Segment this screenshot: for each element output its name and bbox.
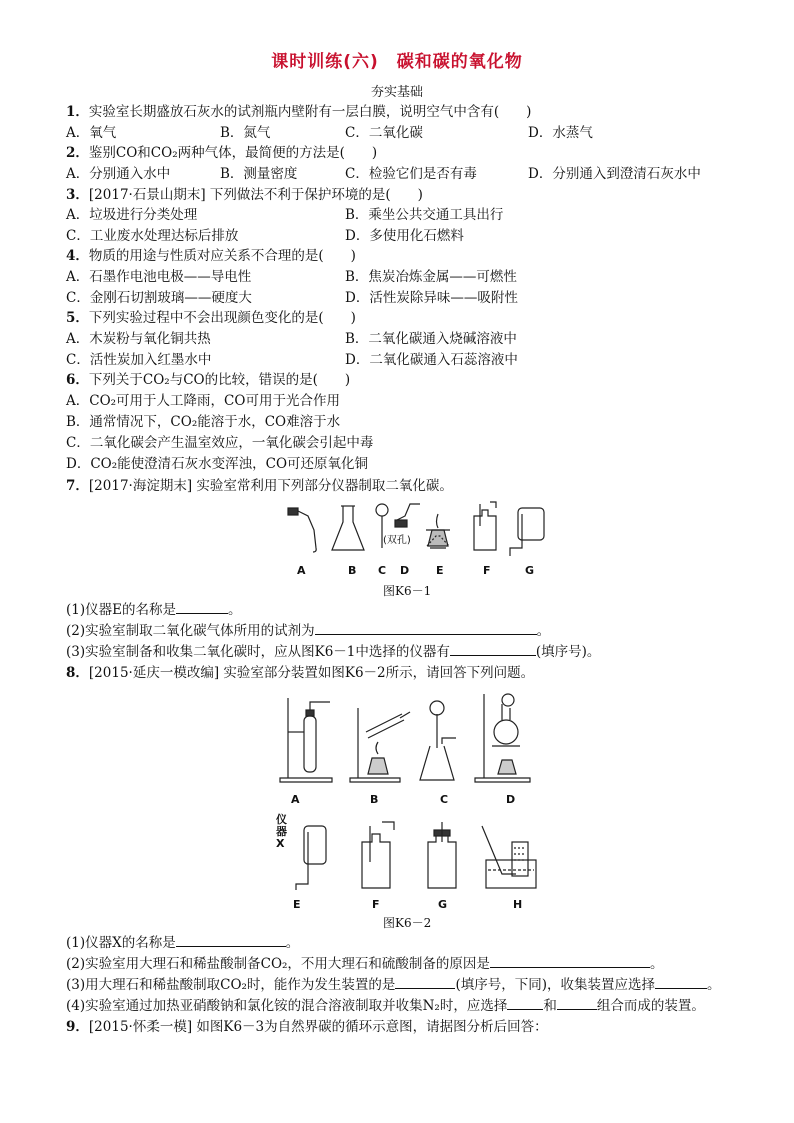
q7-sub-2: (2)实验室制取二氧化碳气体所用的试剂为 。 — [66, 623, 551, 639]
fig1-label-c: C — [378, 564, 387, 577]
answer-blank[interactable] — [315, 621, 537, 635]
answer-blank[interactable] — [176, 600, 228, 614]
page-title: 课时训练(六) 碳和碳的氧化物 — [271, 52, 523, 72]
q2-option-c: C．检验它们是否有毒 — [345, 166, 477, 182]
fig2-label-b: B — [370, 793, 379, 806]
apparatus-g-bottle-icon — [428, 822, 456, 888]
question-7: 7．[2017·海淀期末] 实验室常利用下列部分仪器制取二氧化碳。 — [66, 478, 453, 494]
fig2-label-d: D — [506, 793, 516, 806]
fig2-label-c: C — [440, 793, 449, 806]
apparatus-f-bottle-icon — [474, 502, 496, 550]
q7-sub-1: (1)仪器E的名称是 。 — [66, 602, 242, 618]
fig1-note-double-hole: (双孔) — [383, 535, 411, 546]
fig2-label-a: A — [291, 793, 300, 806]
apparatus-a-stand-icon — [280, 698, 332, 782]
q4-option-a: A．石墨作电池电极——导电性 — [66, 269, 252, 285]
fig2-label-g: G — [438, 898, 448, 911]
fig1-label-g: G — [525, 564, 535, 577]
q1-option-b: B．氮气 — [220, 125, 271, 141]
answer-blank[interactable] — [507, 996, 543, 1010]
q8-sub-2: (2)实验室用大理石和稀盐酸制备CO₂，不用大理石和硫酸制备的原因是 。 — [66, 956, 664, 972]
instrument-x-label: 仪器X — [276, 813, 287, 850]
q2-option-b: B．测量密度 — [220, 166, 298, 182]
apparatus-c-flask-funnel-icon — [420, 701, 456, 780]
q7-sub-3: (3)实验室制备和收集二氧化碳时，应从图K6－1中选择的仪器有 (填序号)。 — [66, 644, 601, 660]
q4-option-c: C．金刚石切割玻璃——硬度大 — [66, 290, 252, 306]
q8-sub-1: (1)仪器X的名称是 。 — [66, 935, 300, 951]
q3-option-a: A．垃圾进行分类处理 — [66, 207, 198, 223]
answer-blank[interactable] — [655, 975, 707, 989]
question-4: 4．物质的用途与性质对应关系不合理的是( ) — [66, 248, 356, 264]
figure-k6-2-bottom — [290, 818, 540, 896]
apparatus-e-jar-icon — [296, 826, 326, 890]
fig2-label-e: E — [293, 898, 301, 911]
q6-option-b: B．通常情况下，CO₂能溶于水，CO难溶于水 — [66, 414, 341, 430]
figure-k6-2-top — [270, 688, 540, 788]
q1-option-a: A．氧气 — [66, 125, 117, 141]
answer-blank[interactable] — [490, 954, 650, 968]
question-5: 5．下列实验过程中不会出现颜色变化的是( ) — [66, 310, 356, 326]
apparatus-f-bottle-icon — [362, 822, 394, 888]
apparatus-b-heating-icon — [350, 708, 410, 782]
question-6: 6．下列关于CO₂与CO的比较，错误的是( ) — [66, 372, 351, 388]
fig1-label-e: E — [436, 564, 444, 577]
q2-option-d: D．分别通入到澄清石灰水中 — [528, 166, 701, 182]
apparatus-b-conical-flask-icon — [332, 506, 364, 550]
q6-option-d: D．CO₂能使澄清石灰水变浑浊，CO可还原氧化铜 — [66, 456, 369, 472]
question-1: 1．实验室长期盛放石灰水的试剂瓶内壁附有一层白膜，说明空气中含有( ) — [66, 104, 532, 120]
figure-k6-1-caption: 图K6－1 — [383, 584, 432, 598]
q8-sub-4: (4)实验室通过加热亚硝酸钠和氯化铵的混合溶液制取并收集N₂时，应选择 和 组合而成的装置。 — [66, 998, 705, 1014]
q3-option-c: C．工业废水处理达标后排放 — [66, 228, 239, 244]
fig1-label-a: A — [297, 564, 306, 577]
answer-blank[interactable] — [450, 642, 536, 656]
question-8: 8．[2015·延庆一模改编] 实验室部分装置如图K6－2所示，请回答下列问题。 — [66, 665, 535, 681]
fig1-label-b: B — [348, 564, 357, 577]
figure-k6-1 — [270, 500, 560, 568]
question-9: 9．[2015·怀柔一模] 如图K6－3为自然界碳的循环示意图，请据图分析后回答： — [66, 1019, 548, 1035]
q5-option-a: A．木炭粉与氧化铜共热 — [66, 331, 211, 347]
apparatus-e-alcohol-lamp-icon — [426, 514, 450, 548]
apparatus-g-gas-jar-icon — [510, 508, 544, 556]
apparatus-h-water-trough-icon — [482, 826, 536, 888]
q8-sub-3: (3)用大理石和稀盐酸制取CO₂时，能作为发生装置的是 (填序号，下同)，收集装置应选择 。 — [66, 977, 721, 993]
q1-option-c: C．二氧化碳 — [345, 125, 423, 141]
q5-option-d: D．二氧化碳通入石蕊溶液中 — [345, 352, 518, 368]
fig2-label-h: H — [513, 898, 523, 911]
q5-option-b: B．二氧化碳通入烧碱溶液中 — [345, 331, 517, 347]
apparatus-d-stopper-icon — [395, 504, 420, 527]
apparatus-d-round-flask-icon — [475, 694, 530, 782]
fig2-label-f: F — [372, 898, 380, 911]
section-subtitle: 夯实基础 — [370, 85, 423, 100]
question-2: 2．鉴别CO和CO₂两种气体，最简便的方法是( ) — [66, 145, 378, 161]
q5-option-c: C．活性炭加入红墨水中 — [66, 352, 212, 368]
answer-blank[interactable] — [176, 933, 286, 947]
apparatus-a-icon — [288, 508, 316, 552]
figure-k6-2-caption: 图K6－2 — [383, 916, 432, 930]
fig1-label-d: D — [400, 564, 410, 577]
answer-blank[interactable] — [395, 975, 455, 989]
q6-option-c: C．二氧化碳会产生温室效应，一氧化碳会引起中毒 — [66, 435, 374, 451]
q3-option-d: D．多使用化石燃料 — [345, 228, 464, 244]
q1-option-d: D．水蒸气 — [528, 125, 593, 141]
q4-option-d: D．活性炭除异味——吸附性 — [345, 290, 518, 306]
q3-option-b: B．乘坐公共交通工具出行 — [345, 207, 504, 223]
question-3: 3．[2017·石景山期末] 下列做法不利于保护环境的是( ) — [66, 187, 423, 203]
q2-option-a: A．分别通入水中 — [66, 166, 171, 182]
answer-blank[interactable] — [557, 996, 597, 1010]
q4-option-b: B．焦炭冶炼金属——可燃性 — [345, 269, 517, 285]
fig1-label-f: F — [483, 564, 491, 577]
q6-option-a: A．CO₂可用于人工降雨，CO可用于光合作用 — [66, 393, 340, 409]
